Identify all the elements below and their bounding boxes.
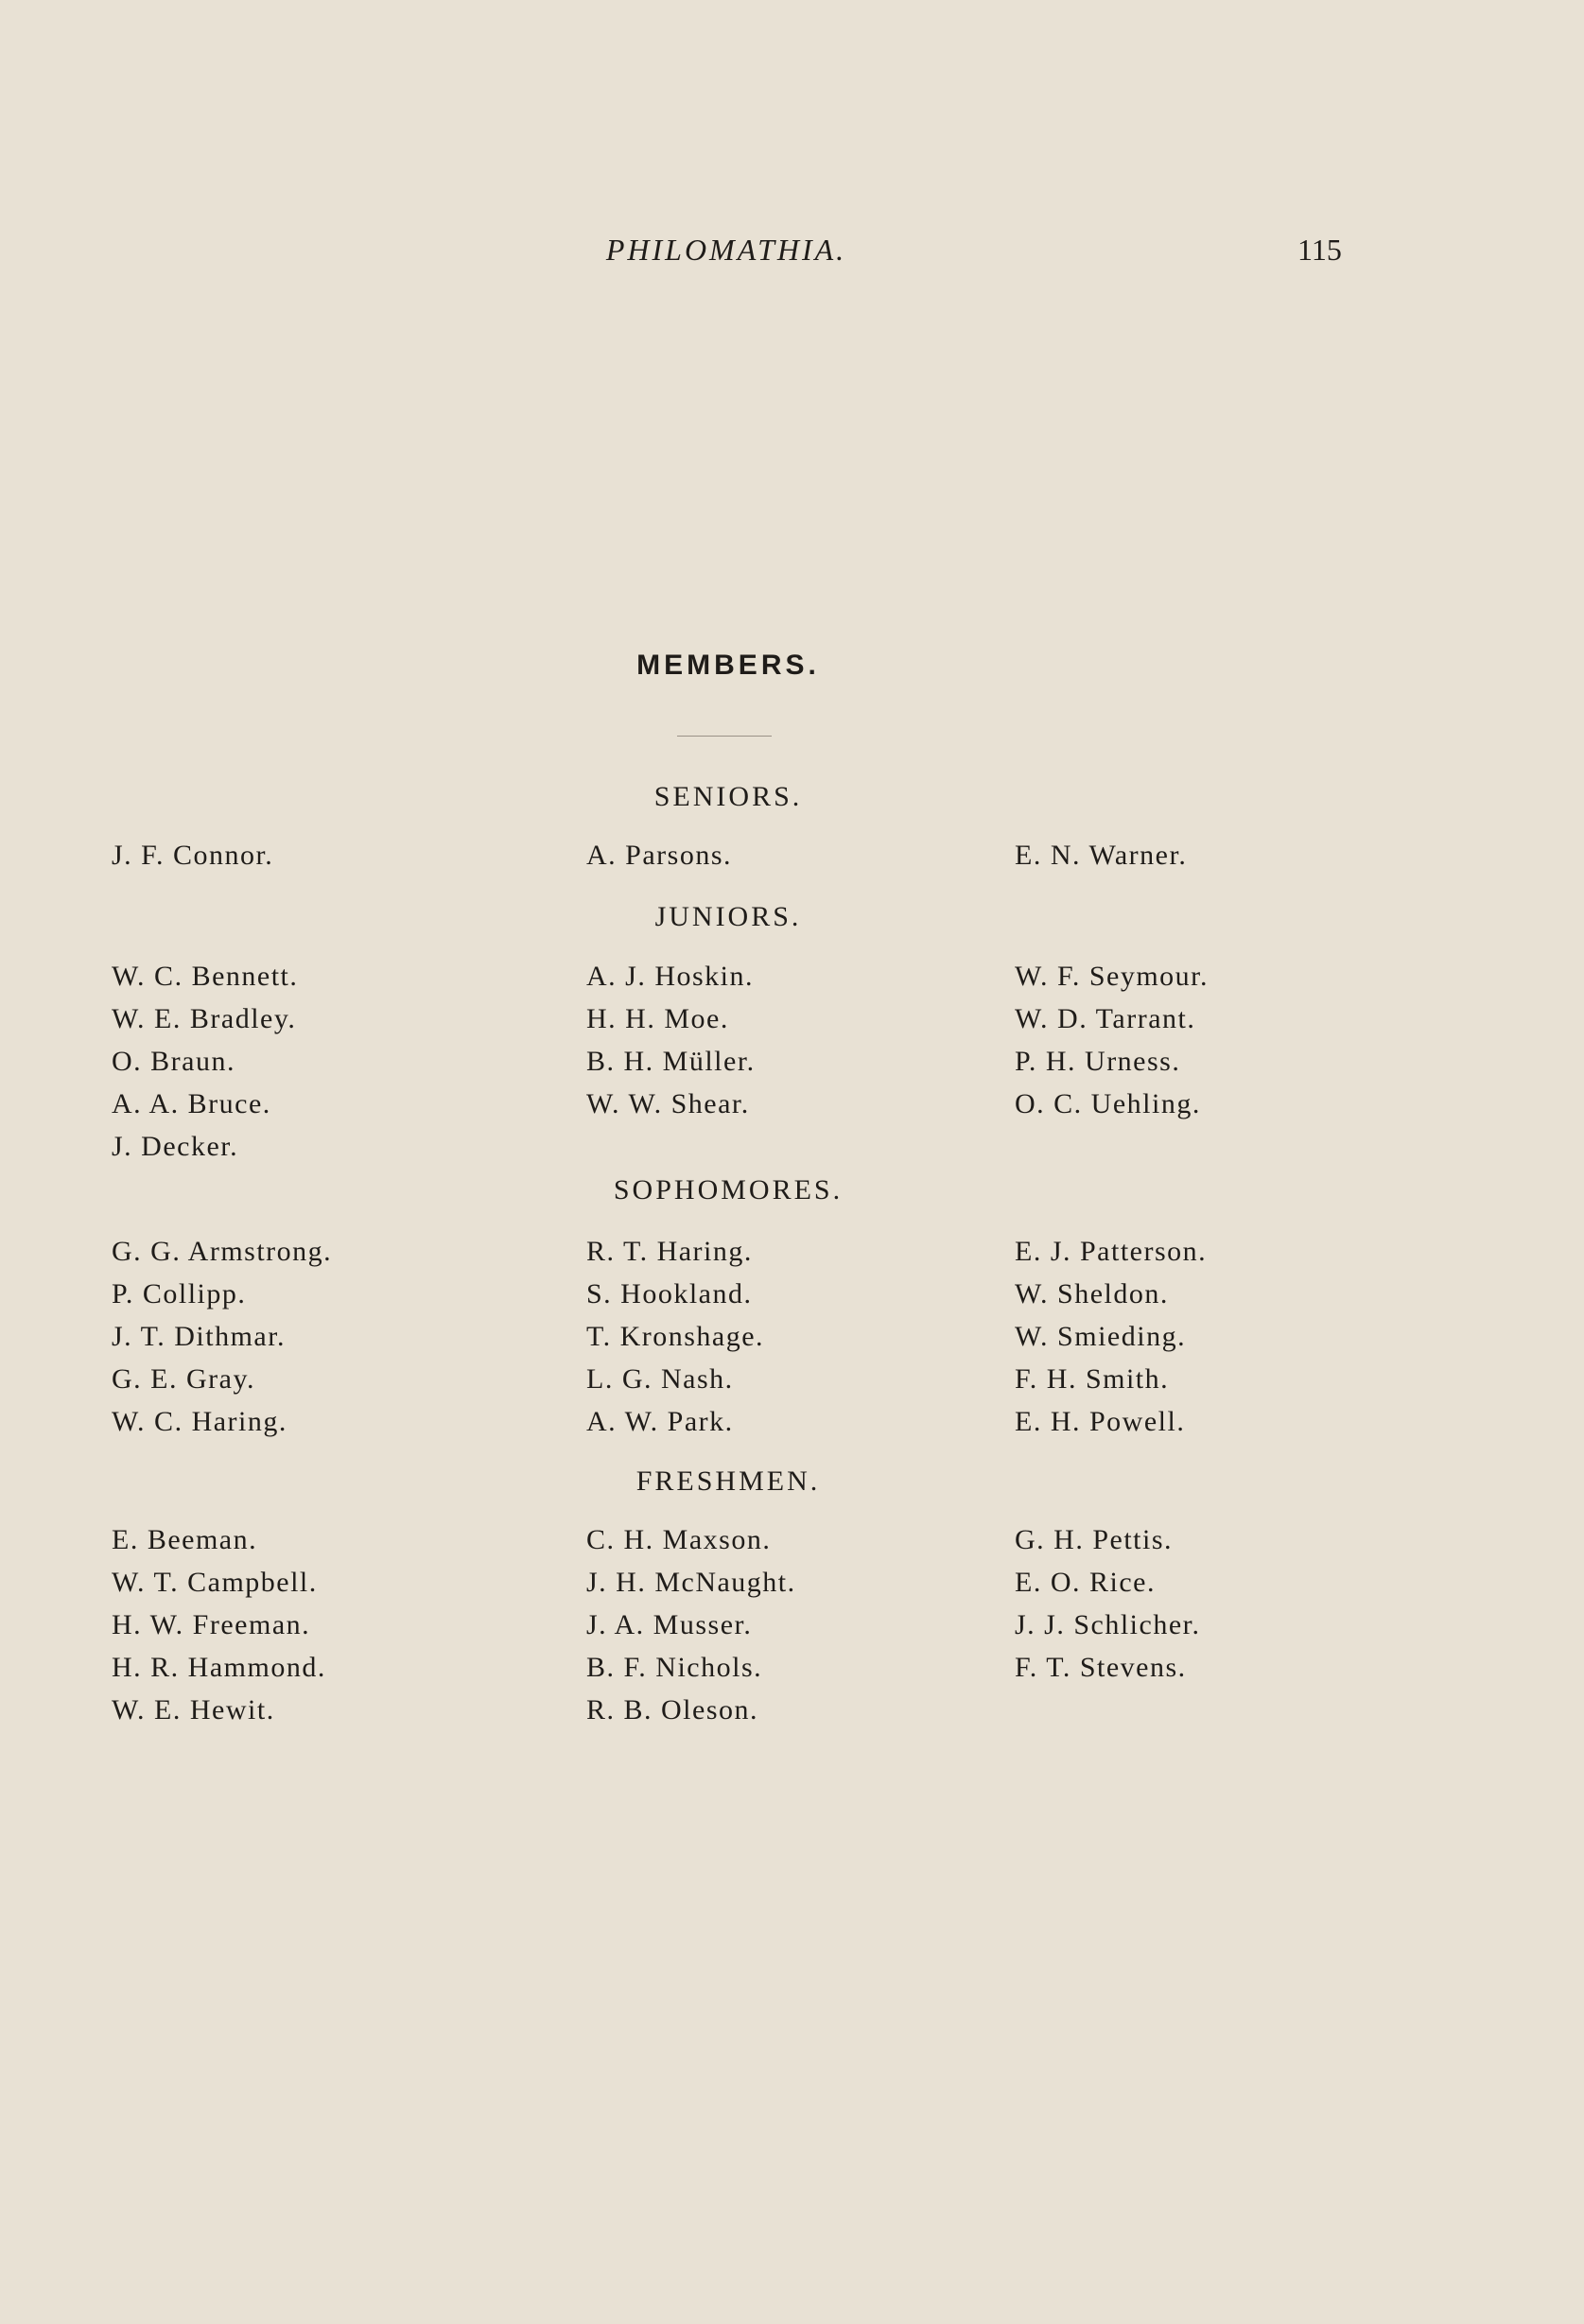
- member-name: W. W. Shear.: [586, 1088, 750, 1119]
- member-name: F. H. Smith.: [1015, 1363, 1170, 1395]
- member-name: A. Parsons.: [586, 840, 733, 871]
- member-name: J. A. Musser.: [586, 1609, 753, 1640]
- page-number: 115: [1297, 233, 1342, 267]
- member-name: W. Smieding.: [1015, 1321, 1187, 1352]
- freshmen-column-1: [112, 1518, 326, 1731]
- member-name: J. J. Schlicher.: [1015, 1609, 1201, 1640]
- member-name: E. Beeman.: [112, 1524, 258, 1555]
- sophomores-column-1: [112, 1230, 332, 1443]
- member-name: H. W. Freeman.: [112, 1609, 311, 1640]
- member-name: P. H. Urness.: [1015, 1046, 1181, 1077]
- member-name: C. H. Maxson.: [586, 1524, 772, 1555]
- member-name: J. F. Connor.: [112, 840, 274, 871]
- member-name: A. J. Hoskin.: [586, 961, 755, 992]
- section-heading-juniors: JUNIORS.: [654, 901, 802, 932]
- member-name: S. Hookland.: [586, 1278, 753, 1309]
- member-name: J. Decker.: [112, 1131, 239, 1162]
- title-rule: [677, 736, 772, 737]
- member-name: L. G. Nash.: [586, 1363, 734, 1395]
- member-name: E. J. Patterson.: [1015, 1236, 1208, 1267]
- member-name: E. O. Rice.: [1015, 1567, 1156, 1598]
- member-name: E. H. Powell.: [1015, 1406, 1186, 1437]
- member-name: P. Collipp.: [112, 1278, 247, 1309]
- seniors-column-3: [1015, 834, 1187, 876]
- member-name: G. H. Pettis.: [1015, 1524, 1174, 1555]
- member-name: R. T. Haring.: [586, 1236, 753, 1267]
- member-name: B. F. Nichols.: [586, 1652, 763, 1683]
- member-name: O. C. Uehling.: [1015, 1088, 1201, 1119]
- member-name: W. E. Hewit.: [112, 1694, 275, 1726]
- member-name: B. H. Müller.: [586, 1046, 756, 1077]
- sophomores-column-2: [586, 1230, 764, 1443]
- member-name: W. T. Campbell.: [112, 1567, 318, 1598]
- section-heading-freshmen: FRESHMEN.: [635, 1466, 821, 1497]
- member-name: G. E. Gray.: [112, 1363, 256, 1395]
- member-name: W. D. Tarrant.: [1015, 1003, 1196, 1034]
- seniors-column-2: [586, 834, 732, 876]
- juniors-column-3: [1015, 955, 1209, 1125]
- member-name: W. C. Bennett.: [112, 961, 299, 992]
- juniors-column-1: [112, 955, 298, 1168]
- juniors-column-2: [586, 955, 756, 1125]
- member-name: W. Sheldon.: [1015, 1278, 1169, 1309]
- running-title: PHILOMATHIA.: [605, 233, 847, 267]
- member-name: J. T. Dithmar.: [112, 1321, 287, 1352]
- section-heading-sophomores: SOPHOMORES.: [613, 1174, 844, 1205]
- freshmen-column-3: [1015, 1518, 1201, 1689]
- member-name: R. B. Oleson.: [586, 1694, 759, 1726]
- member-name: F. T. Stevens.: [1015, 1652, 1187, 1683]
- member-name: A. W. Park.: [586, 1406, 734, 1437]
- member-name: J. H. McNaught.: [586, 1567, 796, 1598]
- member-name: E. N. Warner.: [1015, 840, 1188, 871]
- members-title: MEMBERS.: [636, 650, 820, 681]
- seniors-column-1: [112, 834, 273, 876]
- section-heading-seniors: SENIORS.: [653, 781, 803, 812]
- member-name: W. E. Bradley.: [112, 1003, 297, 1034]
- freshmen-column-2: [586, 1518, 796, 1731]
- member-name: G. G. Armstrong.: [112, 1236, 333, 1267]
- member-name: A. A. Bruce.: [112, 1088, 271, 1119]
- member-name: H. H. Moe.: [586, 1003, 729, 1034]
- sophomores-column-3: [1015, 1230, 1207, 1443]
- member-name: W. C. Haring.: [112, 1406, 287, 1437]
- member-name: H. R. Hammond.: [112, 1652, 326, 1683]
- member-name: O. Braun.: [112, 1046, 235, 1077]
- member-name: T. Kronshage.: [586, 1321, 765, 1352]
- member-name: W. F. Seymour.: [1015, 961, 1210, 992]
